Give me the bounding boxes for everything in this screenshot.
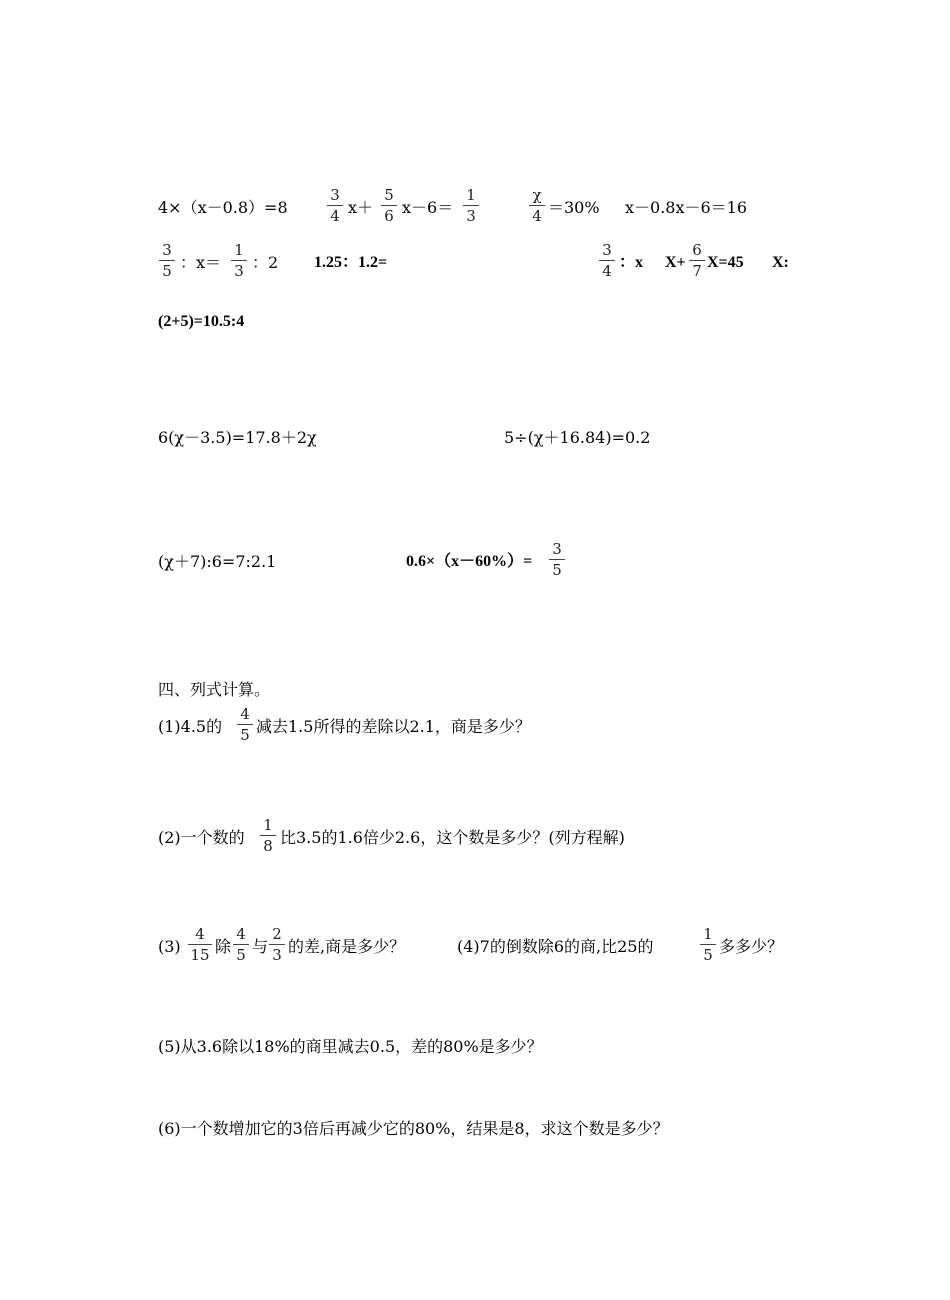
equation-text: ：x <box>619 254 644 271</box>
equation-text: x－6＝ <box>402 198 454 217</box>
question-5: (5)从3.6除以18%的商里减去0.5，差的80%是多少？ <box>158 1037 543 1056</box>
fraction-6-7: 6 7 <box>688 241 706 280</box>
fraction-3-5: 3 5 <box>158 241 176 280</box>
equation-text: ：x＝ <box>180 253 222 272</box>
ratio-expression: 1.25：1.2= <box>314 254 388 271</box>
fraction-3-4: 3 4 <box>598 241 616 280</box>
equation-text: X: <box>772 254 789 271</box>
equation-4: x－0.8x－6＝16 <box>625 198 748 217</box>
question-4-prefix: (4)7的倒数除6的商,比25的 <box>457 937 654 956</box>
fraction-1-5: 1 5 <box>699 925 717 964</box>
equation-text: ：2 <box>252 253 279 272</box>
question-6: (6)一个数增加它的3倍后再减少它的80%，结果是8，求这个数是多少？ <box>158 1119 669 1138</box>
equation-1: 4×（x－0.8）=8 <box>158 198 288 217</box>
equation-text: x＋ <box>348 198 374 217</box>
equation-text: X+ <box>665 254 686 271</box>
question-3-text: 的差,商是多少？ <box>288 937 406 956</box>
fraction-5-6: 5 6 <box>380 186 398 225</box>
fraction-2-3: 2 3 <box>268 925 286 964</box>
question-2-prefix: (2)一个数的 <box>158 828 245 847</box>
equation-1: (χ＋7):6=7:2.1 <box>158 552 277 571</box>
question-4-text: 多多少？ <box>719 937 784 956</box>
equation-2: 0.6×（x－60%）= <box>406 553 533 570</box>
fraction-3-4: 3 4 <box>326 186 344 225</box>
equation-text: X=45 <box>707 254 744 271</box>
fraction-1-8: 1 8 <box>259 816 277 855</box>
equation-continuation: (2+5)=10.5:4 <box>158 313 245 330</box>
question-3-text: 与 <box>252 937 269 956</box>
equation-text: ＝30% <box>548 198 600 217</box>
fraction-chi-4: χ 4 <box>528 186 546 225</box>
fraction-1-3: 1 3 <box>230 241 248 280</box>
equation-1: 6(χ－3.5)=17.8＋2χ <box>158 428 317 447</box>
fraction-3-5: 3 5 <box>548 540 566 579</box>
fraction-1-3: 1 3 <box>462 186 480 225</box>
question-3-text: 除 <box>215 937 232 956</box>
fraction-4-5: 4 5 <box>232 925 250 964</box>
equation-2: 5÷(χ＋16.84)=0.2 <box>504 428 651 447</box>
question-3-prefix: (3) <box>158 937 181 956</box>
fraction-4-5: 4 5 <box>236 705 254 744</box>
question-1-text: 减去1.5所得的差除以2.1，商是多少？ <box>256 717 531 736</box>
question-2-text: 比3.5的1.6倍少2.6，这个数是多少？(列方程解) <box>280 828 625 847</box>
question-1-prefix: (1)4.5的 <box>158 717 223 736</box>
section-heading: 四、列式计算。 <box>158 680 271 699</box>
fraction-4-15: 4 15 <box>187 925 213 964</box>
